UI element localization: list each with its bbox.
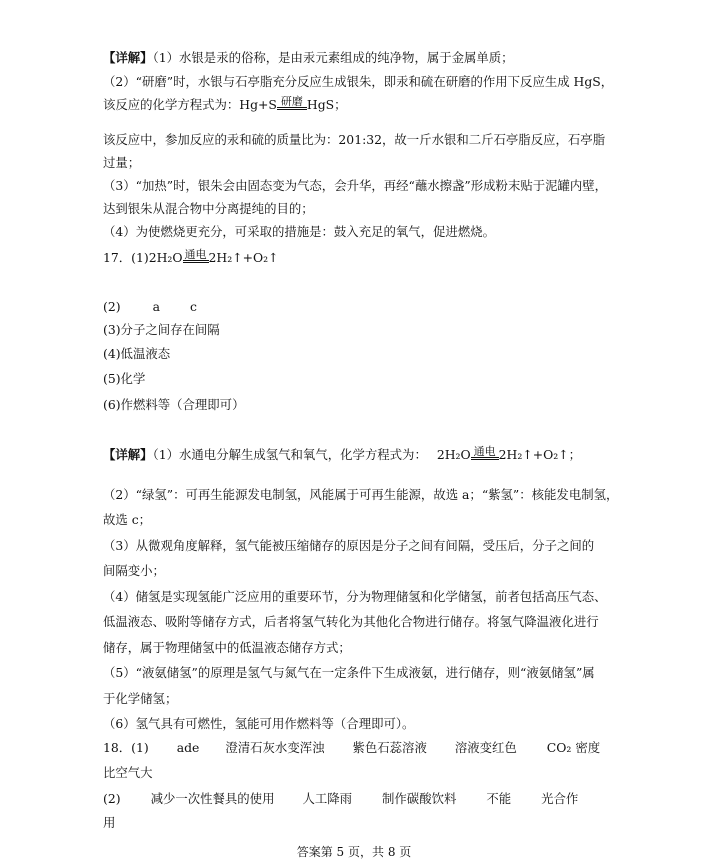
answer-line: [103, 299, 197, 315]
line-text: （1）水通电分解生成氢气和氧气，化学方程式为：: [152, 447, 427, 462]
text-line: 储存，属于物理储氢中的低温液态储存方式；: [103, 640, 351, 655]
text-line: 达到银朱从混合物中分离提纯的目的；: [103, 201, 314, 216]
answer-value: 溶液变红色: [454, 740, 517, 755]
answer-number: (2): [103, 299, 121, 314]
equation: [437, 446, 581, 463]
question-number: 17．(1): [103, 250, 149, 265]
line-text: （1）水银是汞的俗称，是由汞元素组成的纯净物，属于金属单质；: [152, 50, 514, 65]
question-18-line: [103, 740, 600, 756]
answer-value: CO₂ 密度: [546, 740, 601, 755]
answer-value: a: [152, 299, 160, 314]
equation-left: 2H₂O: [148, 250, 183, 265]
text-line: 过量；: [103, 155, 141, 170]
text-line: （4）为使燃烧更充分，可采取的措施是：鼓入充足的氧气，促进燃烧。: [103, 224, 495, 239]
equation-left: 2H₂O: [436, 447, 471, 462]
answer-line: 比空气大: [103, 765, 153, 780]
text-line: （3）“加热”时，银朱会由固态变为气态，会升华，再经“蘸水擦盏”形成粉末贴于泥罐内壁，: [103, 178, 608, 193]
answer-number: (2): [103, 791, 121, 806]
text-line: （2）“研磨”时，水银与石亭脂充分反应生成银朱，即汞和硫在研磨的作用下反应生成 HgS，: [103, 74, 614, 89]
answer-line: (3)分子之间存在间隔: [103, 322, 220, 337]
question-17-line: [103, 249, 278, 266]
answer-value: 制作碳酸饮料: [382, 791, 457, 806]
detail-tag: 【详解】: [103, 447, 153, 462]
text-line: 间隔变小；: [103, 563, 165, 578]
answer-line: (4)低温液态: [103, 346, 171, 361]
text-line: （4）储氢是实现氢能广泛应用的重要环节，分为物理储氢和化学储氢，前者包括高压气态、: [103, 589, 607, 604]
text-line: [103, 50, 514, 66]
answer-value: c: [189, 299, 197, 314]
equation-condition: [183, 249, 209, 266]
text-line: （6）氢气具有可燃性，氢能可用作燃料等（合理即可）。: [103, 716, 415, 731]
detail-tag: 【详解】: [103, 50, 153, 65]
text-line: [103, 96, 347, 113]
answer-value: ade: [176, 740, 200, 755]
equation-right: HgS；: [306, 97, 347, 112]
line-text: 该反应的化学方程式为：: [103, 97, 240, 112]
answer-value: 不能: [486, 791, 512, 806]
condition-label: 通电: [473, 445, 496, 458]
answer-value: 人工降雨: [302, 791, 353, 806]
equation-condition: [471, 446, 499, 463]
answer-value: 紫色石蕊溶液: [352, 740, 427, 755]
equation-left: Hg+S: [239, 97, 277, 112]
text-line: 该反应中，参加反应的汞和硫的质量比为：201:32，故一斤水银和二斤石亭脂反应，石亭脂: [103, 132, 606, 147]
answer-value: 光合作: [541, 791, 579, 806]
text-line: 故选 c；: [103, 512, 152, 527]
text-line: （5）“液氨储氢”的原理是氢气与氮气在一定条件下生成液氨，进行储存，则“液氨储氢”属: [103, 665, 595, 680]
condition-label: 通电: [184, 248, 207, 261]
page-footer: 答案第 5 页，共 8 页: [296, 845, 412, 859]
answer-line: [103, 791, 578, 807]
equation: [149, 249, 279, 266]
answer-line: 用: [103, 815, 116, 830]
text-line: [103, 446, 581, 463]
text-line: （3）从微观角度解释，氢气能被压缩储存的原因是分子之间有间隔，受压后，分子之间的: [103, 538, 595, 553]
answer-value: 减少一次性餐具的使用: [150, 791, 275, 806]
equation-right: 2H₂↑+O₂↑；: [498, 447, 581, 462]
question-number: 18．(1): [103, 740, 149, 755]
text-line: 于化学储氢；: [103, 691, 178, 706]
condition-label: 研磨: [280, 95, 303, 108]
answer-value: 澄清石灰水变浑浊: [225, 740, 325, 755]
equation: [239, 96, 346, 113]
text-line: （2）“绿氢”：可再生能源发电制氢，风能属于可再生能源，故选 a；“紫氢”：核能发电制氢，: [103, 487, 619, 502]
answer-line: (5)化学: [103, 371, 146, 386]
equation-right: 2H₂↑+O₂↑: [208, 250, 279, 265]
text-line: 低温液态、吸附等储存方式，后者将氢气转化为其他化合物进行储存。将氢气降温液化进行: [103, 614, 599, 629]
answer-line: (6)作燃料等（合理即可）: [103, 397, 245, 412]
equation-condition: [277, 96, 307, 113]
